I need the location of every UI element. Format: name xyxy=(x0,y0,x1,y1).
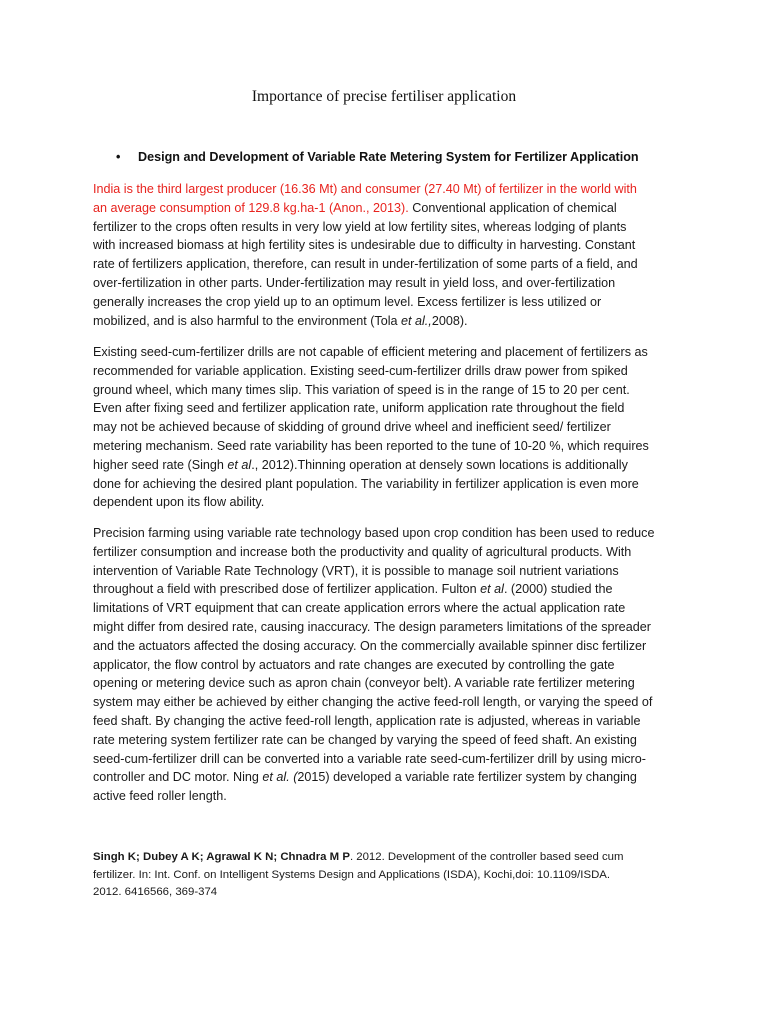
paragraph-3-line: and the actuators affected the dosing accuracy. On the commercially available spinner disc fertilizer xyxy=(93,638,647,653)
paragraph-2-text: higher seed rate (Singh xyxy=(93,457,228,472)
paragraph-1-text: Conventional application of chemical xyxy=(408,200,617,215)
citation-italic: et al., xyxy=(401,313,432,328)
section-heading-text: Design and Development of Variable Rate Metering System for Fertilizer Application xyxy=(138,150,639,164)
paragraph-3-line: rate metering system fertilizer rate can be changed by varying the speed of feed shaft. An existing xyxy=(93,732,637,747)
page-title: Importance of precise fertiliser application xyxy=(251,88,517,105)
paragraph-3-text: throughout a field with prescribed dose of fertilizer application. Fulton xyxy=(93,582,481,597)
paragraph-2-line: dependent upon its flow ability. xyxy=(93,495,265,510)
paragraph-3-line: intervention of Variable Rate Technology (VRT), it is possible to manage soil nutrient variations xyxy=(93,563,619,578)
paragraph-1-line: rate of fertilizers application, therefore, can result in under-fertilization of some parts of a field, and xyxy=(93,257,638,272)
paragraph-3-line: fertilizer consumption and increase both the productivity and quality of agricultural products. With xyxy=(93,544,632,559)
paragraph-3-line: Precision farming using variable rate technology based upon crop condition has been used to reduce xyxy=(93,526,655,540)
paragraph-1-line xyxy=(93,312,683,331)
highlighted-text: an average consumption of 129.8 kg.ha-1 (Anon., 2013). xyxy=(93,200,409,215)
paragraph-1-line xyxy=(93,199,683,218)
paragraph-3-line: active feed roller length. xyxy=(93,789,227,804)
paragraph-2-line: Even after fixing seed and fertilizer application rate, uniform application rate throughout the field xyxy=(93,401,625,416)
reference-entry xyxy=(93,849,683,902)
paragraph-3-line xyxy=(93,580,683,599)
paragraph-3-text: controller and DC motor. Ning xyxy=(93,770,263,785)
paragraph-2 xyxy=(93,343,683,512)
section-heading xyxy=(116,150,716,164)
paragraph-3-line: applicator, the flow control by actuators and rate changes are executed by controlling the gate xyxy=(93,657,615,672)
paragraph-2-line: done for achieving the desired plant population. The variability in fertilizer application is even more xyxy=(93,476,639,491)
citation-italic: et al xyxy=(480,582,504,597)
paragraph-3 xyxy=(93,524,683,806)
paragraph-3-line xyxy=(93,768,683,787)
paragraph-3-text: 2015) developed a variable rate fertilizer system by changing xyxy=(297,770,637,785)
paragraph-2-line: recommended for variable application. Existing seed-cum-fertilizer drills draw power from spiked xyxy=(93,363,628,378)
reference-line: 2012. 6416566, 369-374 xyxy=(93,886,218,899)
paragraph-2-text: ., 2012).Thinning operation at densely sown locations is additionally xyxy=(251,457,628,472)
reference-authors: Singh K; Dubey A K; Agrawal K N; Chnadra M P xyxy=(93,851,350,863)
paragraph-3-text: . (2000) studied the xyxy=(503,582,613,597)
paragraph-2-line: Existing seed-cum-fertilizer drills are not capable of efficient metering and placement of fertilizers as xyxy=(93,345,648,359)
paragraph-1-line: over-fertilization in other parts. Under-fertilization may result in yield loss, and over-fertilization xyxy=(93,275,616,290)
paragraph-3-line: seed-cum-fertilizer drill can be converted into a variable rate seed-cum-fertilizer drill by using micro- xyxy=(93,751,646,766)
paragraph-2-line: may not be achieved because of skidding of ground drive wheel and inefficient seed/ fertilizer xyxy=(93,420,611,435)
paragraph-1-line: India is the third largest producer (16.36 Mt) and consumer (27.40 Mt) of fertilizer in the world with xyxy=(93,182,637,196)
paragraph-3-line: opening or metering device such as apron chain (conveyor belt). A variable rate fertilizer metering xyxy=(93,676,635,691)
paragraph-2-line: metering mechanism. Seed rate variability has been reported to the tune of 10-20 %, which requires xyxy=(93,438,649,453)
paragraph-3-line: feed shaft. By changing the active feed-roll length, application rate is adjusted, whereas in variable xyxy=(93,713,641,728)
reference-line: fertilizer. In: Int. Conf. on Intelligent Systems Design and Applications (ISDA), Kochi,doi: 10.1109/ISDA. xyxy=(93,868,611,881)
citation-italic: et al. ( xyxy=(262,770,298,785)
bullet-icon: • xyxy=(116,150,121,164)
paragraph-1-text: mobilized, and is also harmful to the environment (Tola xyxy=(93,313,401,328)
reference-line xyxy=(93,849,683,867)
paragraph-3-line: system may either be achieved by either changing the active feed-roll length, or varying the speed of xyxy=(93,695,653,710)
paragraph-1-text: 2008). xyxy=(431,313,468,328)
paragraph-2-line xyxy=(93,456,683,475)
paragraph-1 xyxy=(93,180,683,330)
reference-text: . 2012. Development of the controller based seed cum xyxy=(349,851,624,863)
paragraph-2-line: ground wheel, which many times slip. This variation of speed is in the range of 15 to 20 per cent. xyxy=(93,382,630,397)
paragraph-1-line: with increased biomass at high fertility sites is undesirable due to difficulty in harvesting. Constant xyxy=(93,238,636,253)
paragraph-3-line: might differ from desired rate, causing inaccuracy. The design parameters limitations of the spreader xyxy=(93,619,651,634)
paragraph-3-line: limitations of VRT equipment that can create application errors where the actual application rate xyxy=(93,601,626,616)
citation-italic: et al xyxy=(227,457,252,472)
paragraph-1-line: generally increases the crop yield up to an optimum level. Excess fertilizer is less utilized or xyxy=(93,294,602,309)
paragraph-1-line: fertilizer to the crops often results in very low yield at low fertility sites, whereas lodging of plants xyxy=(93,219,627,234)
